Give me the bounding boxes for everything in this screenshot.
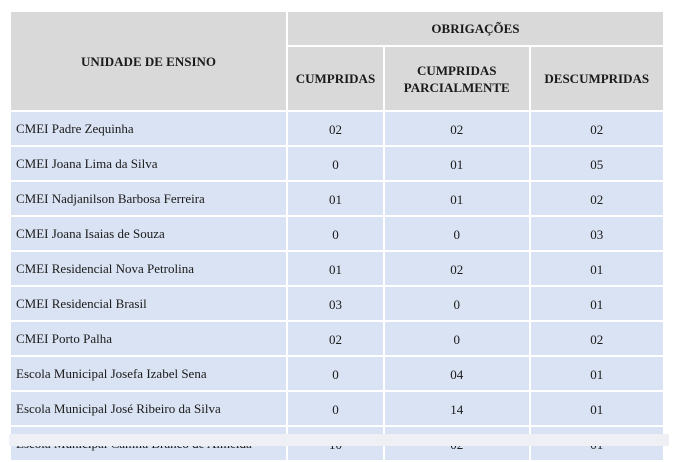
complied-cell: 03 — [288, 287, 383, 320]
unit-name-cell: CMEI Residencial Brasil — [11, 287, 286, 320]
obligations-table — [9, 10, 665, 462]
partial-cell: 02 — [385, 112, 529, 145]
table-row — [11, 217, 663, 250]
complied-cell: 0 — [288, 392, 383, 425]
complied-cell: 01 — [288, 182, 383, 215]
table-bottom-edge — [9, 434, 669, 446]
table-header — [11, 12, 663, 110]
not-complied-cell: 02 — [531, 112, 663, 145]
unit-name-cell: CMEI Padre Zequinha — [11, 112, 286, 145]
complied-cell: 02 — [288, 322, 383, 355]
unit-name-cell: CMEI Joana Lima da Silva — [11, 147, 286, 180]
header-row-top — [11, 12, 663, 45]
partial-cell: 01 — [385, 147, 529, 180]
partial-cell: 0 — [385, 287, 529, 320]
partial-cell: 04 — [385, 357, 529, 390]
partial-column-header — [385, 47, 529, 110]
unit-name-cell: CMEI Nadjanilson Barbosa Ferreira — [11, 182, 286, 215]
complied-cell: 0 — [288, 147, 383, 180]
table-row — [11, 287, 663, 320]
partial-header-line1: CUMPRIDAS — [417, 62, 497, 78]
complied-cell: 0 — [288, 217, 383, 250]
table-row — [11, 182, 663, 215]
not-complied-cell: 02 — [531, 182, 663, 215]
partial-cell: 01 — [385, 182, 529, 215]
not-complied-cell: 01 — [531, 287, 663, 320]
unit-column-header: UNIDADE DE ENSINO — [11, 12, 286, 110]
partial-cell: 0 — [385, 217, 529, 250]
not-complied-cell: 02 — [531, 322, 663, 355]
table-row — [11, 357, 663, 390]
unit-name-cell: Escola Municipal Josefa Izabel Sena — [11, 357, 286, 390]
complied-cell: 01 — [288, 252, 383, 285]
unit-name-cell: CMEI Joana Isaias de Souza — [11, 217, 286, 250]
obligations-group-header: OBRIGAÇÕES — [288, 12, 663, 45]
partial-cell: 02 — [385, 252, 529, 285]
partial-cell: 14 — [385, 392, 529, 425]
table-row — [11, 322, 663, 355]
table-row — [11, 112, 663, 145]
partial-cell: 0 — [385, 322, 529, 355]
table-row — [11, 147, 663, 180]
complied-cell: 0 — [288, 357, 383, 390]
not-complied-cell: 05 — [531, 147, 663, 180]
unit-name-cell: CMEI Porto Palha — [11, 322, 286, 355]
not-complied-cell: 01 — [531, 252, 663, 285]
not-complied-cell: 01 — [531, 357, 663, 390]
partial-header-line2: PARCIALMENTE — [403, 79, 510, 95]
complied-cell: 02 — [288, 112, 383, 145]
unit-name-cell: CMEI Residencial Nova Petrolina — [11, 252, 286, 285]
not-complied-cell: 03 — [531, 217, 663, 250]
table-row — [11, 252, 663, 285]
not-complied-cell: 01 — [531, 392, 663, 425]
table-row — [11, 392, 663, 425]
unit-name-cell: Escola Municipal José Ribeiro da Silva — [11, 392, 286, 425]
complied-column-header: CUMPRIDAS — [288, 47, 383, 110]
table-body — [11, 112, 663, 460]
not-complied-column-header: DESCUMPRIDAS — [531, 47, 663, 110]
